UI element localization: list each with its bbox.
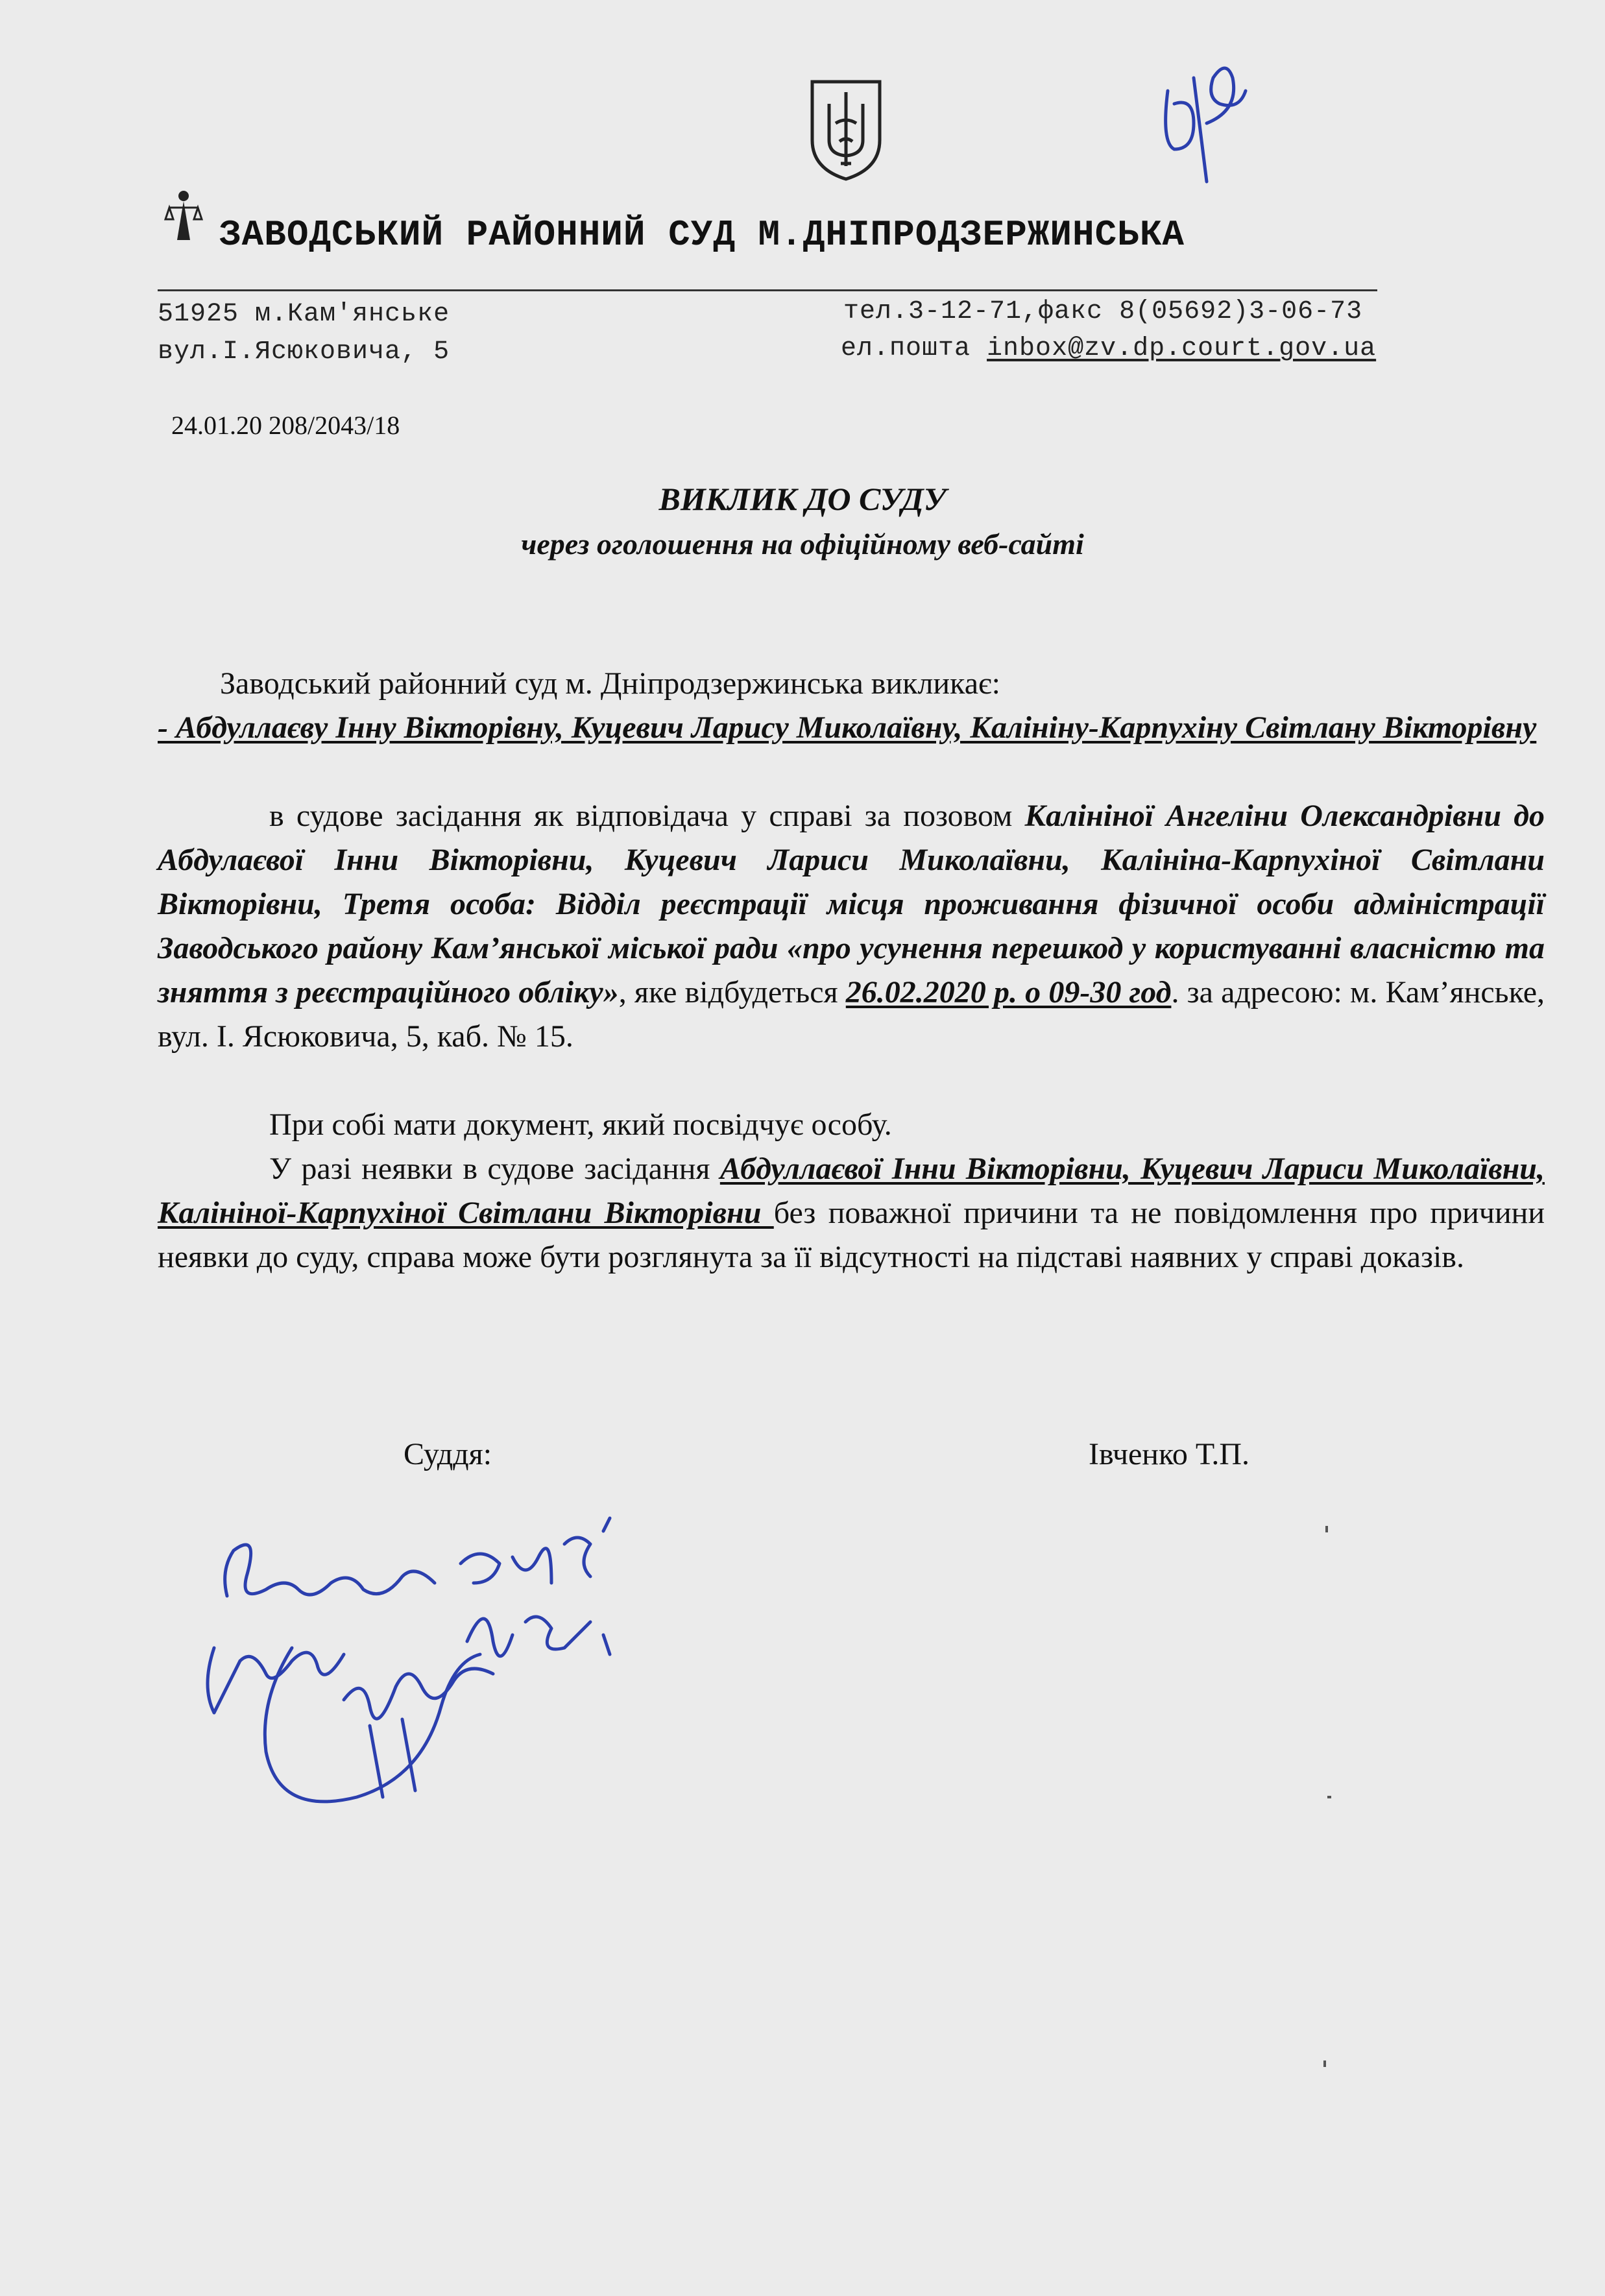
email-link[interactable]: inbox@zv.dp.court.gov.ua (987, 334, 1377, 363)
court-name: ЗАВОДСЬКИЙ РАЙОННИЙ СУД М.ДНІПРОДЗЕРЖИНСЬКА (219, 214, 1185, 256)
hearing-text-mid: , яке відбудеться (618, 975, 846, 1009)
defendants-paragraph (158, 706, 1545, 750)
margin-mark (1325, 1526, 1328, 1532)
hearing-date: 26.02.2020 р. о 09-30 год (845, 975, 1172, 1009)
judge-name: Івченко Т.П. (1089, 1437, 1250, 1471)
address-line-2: вул.І.Ясюковича, 5 (158, 337, 450, 367)
email-label: ел.пошта (841, 334, 971, 363)
id-document-text: При собі мати документ, який посвідчує особу. (269, 1107, 892, 1142)
intro-paragraph (158, 662, 1545, 706)
margin-mark (1327, 1796, 1331, 1798)
hearing-paragraph (158, 794, 1545, 1059)
absence-names: Абдуллаєвої Інни Вікторівни, Куцевич Лариси Миколаївни, Калініної-Карпухіної Світлани Вікторівни (158, 1152, 1545, 1230)
hearing-address: . за адресою: м. Кам’янське, вул. І. Ясюковича, 5, каб. № 15. (158, 975, 1545, 1054)
document-title: ВИКЛИК ДО СУДУ (658, 481, 947, 517)
absence-paragraph (158, 1147, 1545, 1279)
email-line (841, 334, 1376, 363)
header-divider (158, 289, 1377, 291)
document-reference: 24.01.20 208/2043/18 (171, 411, 400, 440)
phone-line: тел.3-12-71,факс 8(05692)3-06-73 (843, 297, 1363, 326)
handwritten-signature (188, 1492, 681, 1855)
document-subtitle: через оголошення на офіційному веб-сайті (521, 527, 1084, 561)
case-description: Калініної Ангеліни Олександрівни до Абдулаєвої Інни Вікторівни, Куцевич Лариси Миколаївни, Калініна-Карпухіної Світлани Вікторівни, Третя особа: Відділ реєстрації місця проживання фізичної особи адміністрації Заводського району Кам’янської міської ради «про усунення перешкод у користуванні власністю та зняття з реєстраційного обліку» (158, 799, 1545, 1009)
absence-text-end: без поважної причини та не повідомлення про причини неявки до суду, справа може бути розглянута за її відсутності на підставі наявних у справі доказів. (158, 1196, 1545, 1274)
margin-mark (1323, 2060, 1326, 2067)
address-line-1: 51925 м.Кам'янське (158, 300, 450, 329)
absence-text-start: У разі неявки в судове засідання (269, 1152, 720, 1186)
intro-text: Заводський районний суд м. Дніпродзержинська викликає: (220, 666, 1000, 701)
hearing-text-start: в судове засідання як відповідача у справі за позовом (269, 799, 1025, 833)
handwritten-initials-top (1148, 52, 1252, 195)
themis-icon (165, 188, 202, 247)
judge-label: Суддя: (404, 1437, 492, 1471)
id-document-paragraph (158, 1103, 1545, 1147)
defendants-names: - Абдуллаєву Інну Вікторівну, Куцевич Ларису Миколаївну, Калініну-Карпухіну Світлану Вікторівну (158, 710, 1537, 745)
coat-of-arms-icon (807, 78, 885, 182)
